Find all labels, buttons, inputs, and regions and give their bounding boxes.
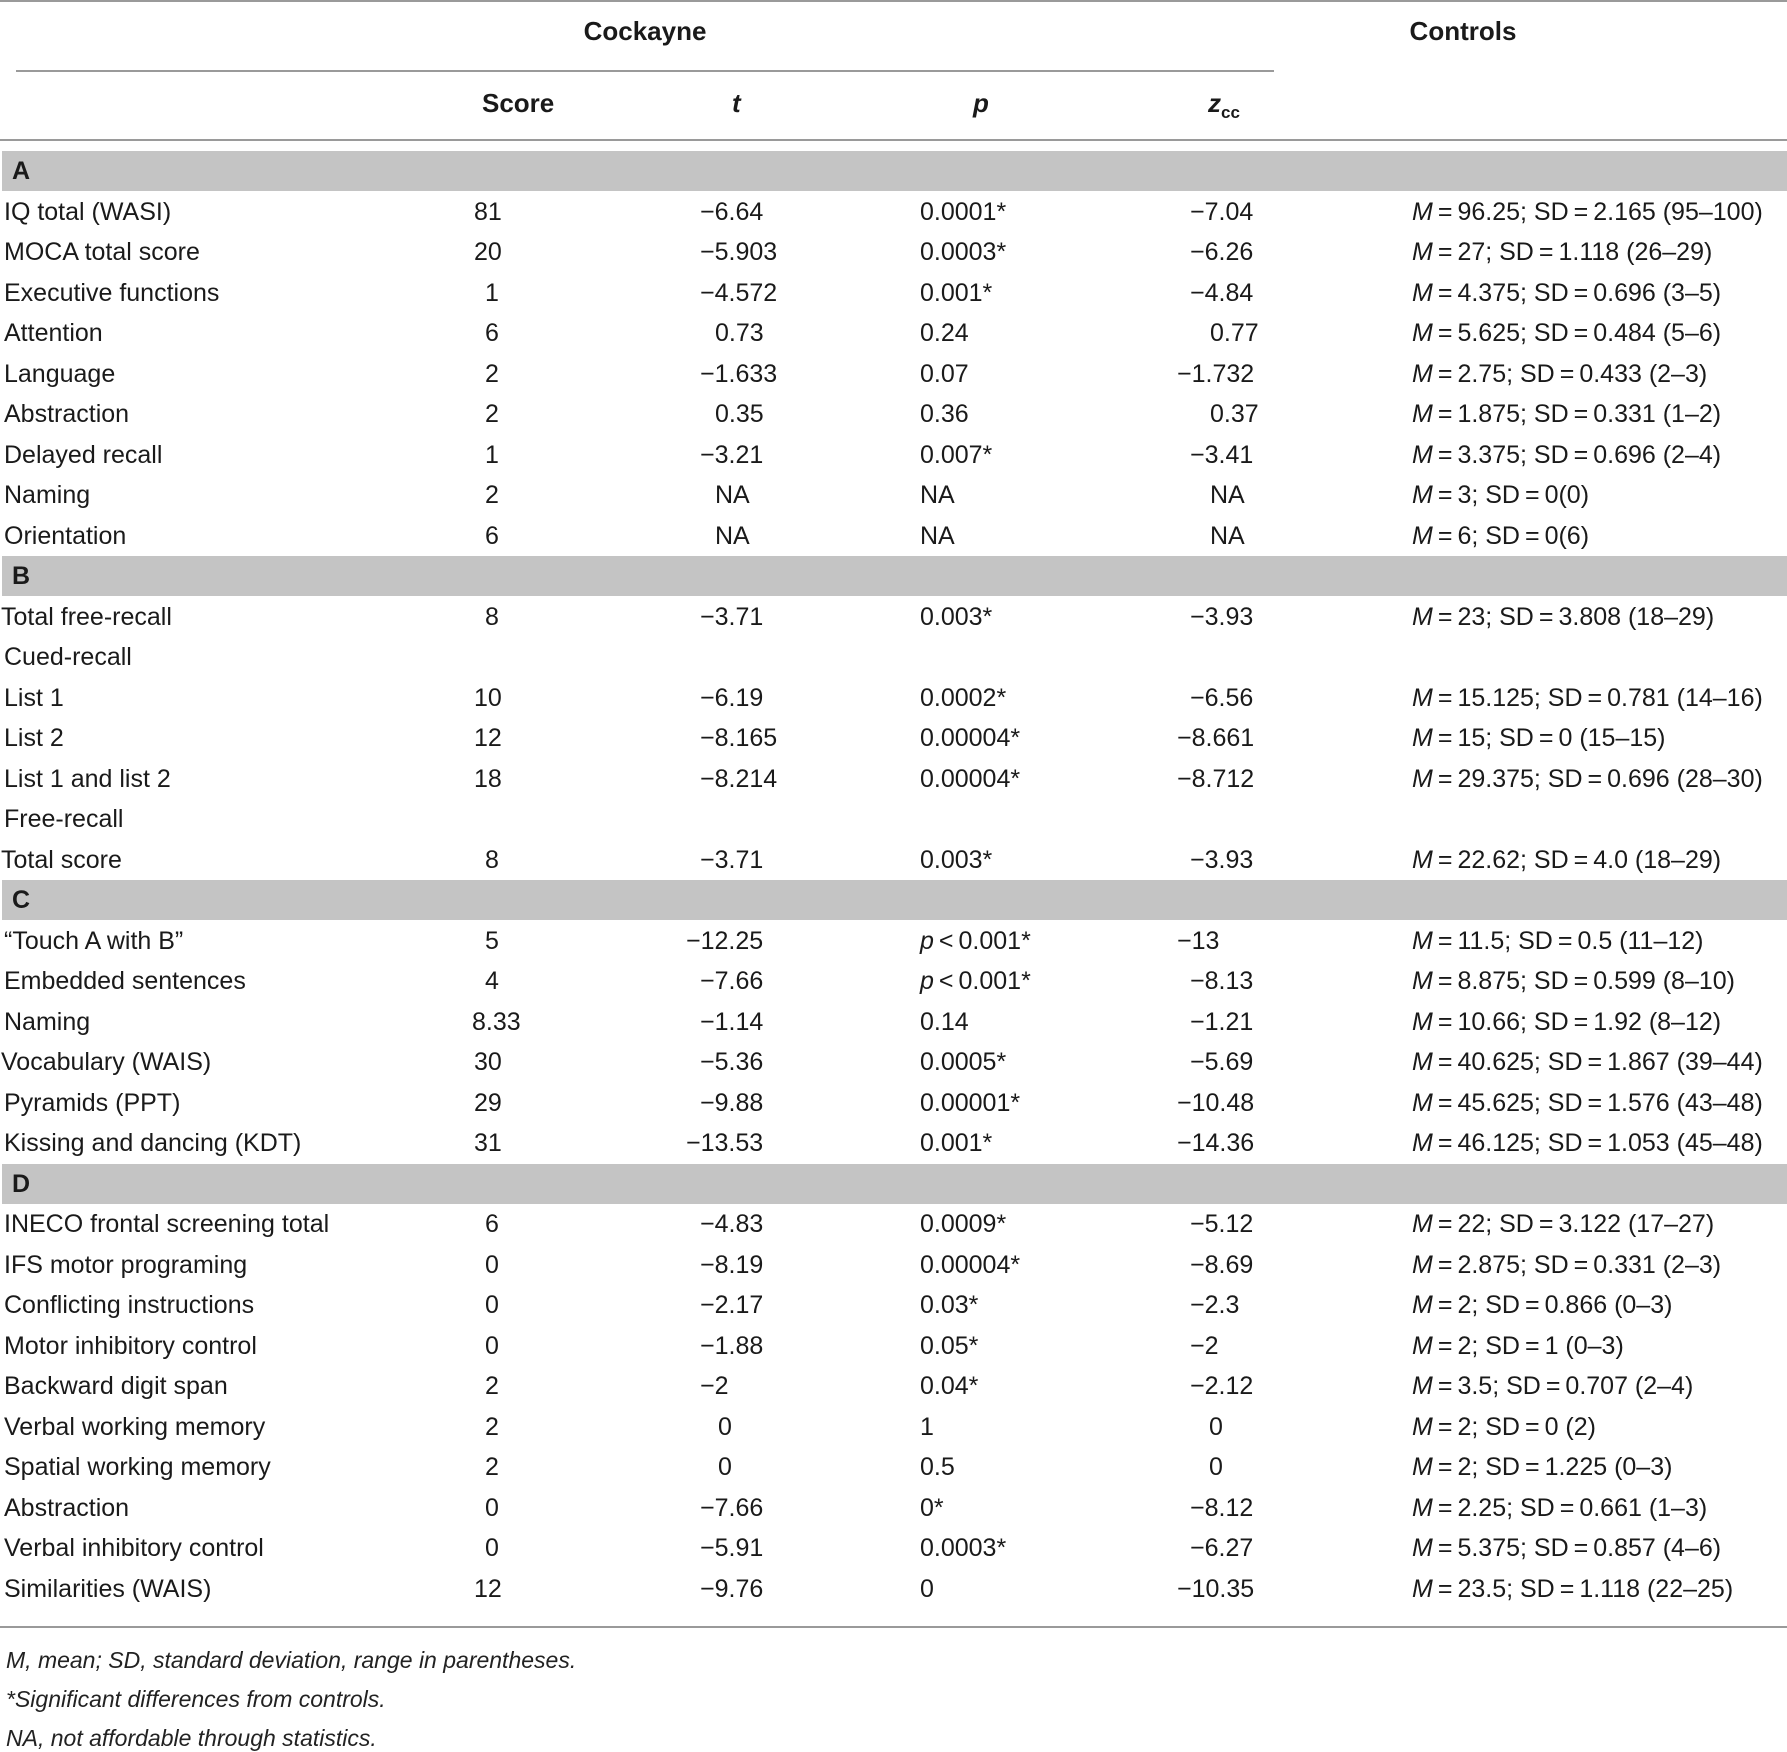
score-cell: 29 (474, 1088, 502, 1117)
row-label: MOCA total score (4, 238, 200, 266)
zcc-cell: −2.12 (1190, 1372, 1254, 1400)
controls-cell: M = 2; SD = 0 (2) (1412, 1412, 1596, 1441)
table-row (0, 718, 1787, 758)
score-cell: 0 (485, 1493, 499, 1522)
score-cell: 0 (485, 1331, 499, 1360)
t-cell: −9.76 (700, 1574, 764, 1603)
row-label: INECO frontal screening total (4, 1210, 330, 1238)
bottom-rule (0, 1626, 1787, 1628)
controls-cell: M = 23; SD = 3.808 (18–29) (1412, 602, 1715, 631)
score-cell: 0 (485, 1250, 499, 1279)
zcc-cell: −3.93 (1190, 845, 1254, 874)
p-cell: 0.00004* (920, 724, 1021, 752)
score-cell: 2 (485, 400, 499, 428)
controls-cell: M = 5.625; SD = 0.484 (5–6) (1412, 319, 1722, 347)
score-cell: 1 (485, 440, 499, 469)
p-cell: 0* (920, 1493, 944, 1522)
row-label: List 1 and list 2 (4, 764, 171, 793)
zcc-cell: −5.12 (1190, 1210, 1254, 1238)
header-bottom-rule (0, 139, 1787, 141)
p-cell: 0.14 (920, 1007, 969, 1036)
t-cell: −7.66 (700, 967, 764, 995)
t-cell: −3.71 (700, 602, 764, 631)
score-cell: 0 (485, 1534, 499, 1562)
group-heading-cockayne: Cockayne (583, 16, 707, 46)
table-row (0, 1407, 1787, 1447)
table-row (0, 435, 1787, 475)
p-cell: 0.04* (920, 1372, 979, 1400)
score-cell: 2 (485, 1453, 499, 1481)
p-cell: 0.03* (920, 1291, 979, 1319)
controls-cell: M = 4.375; SD = 0.696 (3–5) (1412, 278, 1722, 307)
table-row (0, 678, 1787, 718)
t-cell: −6.64 (700, 197, 764, 226)
z-symbol: z (1208, 88, 1221, 118)
row-label: Executive functions (4, 278, 220, 307)
t-cell: −3.71 (700, 845, 764, 874)
row-label: Pyramids (PPT) (4, 1088, 181, 1117)
controls-cell: M = 2; SD = 0.866 (0–3) (1412, 1291, 1673, 1319)
score-cell: 8 (485, 845, 499, 874)
row-label: Conflicting instructions (4, 1291, 255, 1319)
p-cell: 0.0002* (920, 683, 1007, 712)
t-cell: −1.633 (700, 359, 778, 388)
zcc-cell: −7.04 (1190, 197, 1254, 226)
section-header-d (2, 1164, 1787, 1204)
row-label: Language (4, 359, 116, 388)
p-cell: 0.00001* (920, 1088, 1021, 1117)
p-cell: 0.007* (920, 440, 993, 469)
zcc-cell: −6.26 (1190, 238, 1254, 266)
score-cell: 12 (474, 1574, 502, 1603)
zcc-cell: NA (1210, 521, 1245, 550)
row-label: Spatial working memory (4, 1453, 271, 1481)
zcc-cell: −14.36 (1177, 1129, 1255, 1157)
t-cell: −6.19 (700, 683, 764, 712)
zcc-cell: 0.37 (1210, 400, 1259, 428)
t-cell: −3.21 (700, 440, 764, 469)
p-cell: 0.24 (920, 319, 969, 347)
score-cell: 20 (474, 238, 502, 266)
p-cell: 0.001* (920, 1129, 993, 1157)
score-cell: 6 (485, 521, 499, 550)
controls-cell: M = 3; SD = 0(0) (1412, 481, 1590, 509)
controls-cell: M = 96.25; SD = 2.165 (95–100) (1412, 197, 1763, 226)
column-heading-z-cc (1208, 88, 1240, 123)
score-cell: 4 (485, 967, 499, 995)
score-cell: 8.33 (472, 1007, 521, 1036)
section-header-b (2, 556, 1787, 596)
table-row (0, 354, 1787, 394)
footnote-abbreviations: M, mean; SD, standard deviation, range in parentheses. (6, 1647, 577, 1673)
zcc-cell: −6.56 (1190, 683, 1254, 712)
controls-cell: M = 2.75; SD = 0.433 (2–3) (1412, 359, 1708, 388)
column-heading-t: t (732, 88, 741, 118)
p-cell: 0.5 (920, 1453, 955, 1481)
controls-cell: M = 15; SD = 0 (15–15) (1412, 724, 1666, 752)
row-label: Abstraction (4, 1493, 130, 1522)
row-label: Verbal inhibitory control (4, 1534, 264, 1562)
row-label: Attention (4, 319, 103, 347)
zcc-cell: −2 (1190, 1331, 1219, 1360)
p-cell: 0.05* (920, 1331, 979, 1360)
t-cell: −9.88 (700, 1088, 764, 1117)
row-label: Embedded sentences (4, 967, 246, 995)
zcc-cell: −8.712 (1177, 764, 1255, 793)
section-letter: A (12, 157, 31, 185)
table-row (0, 961, 1787, 1001)
controls-cell: M = 10.66; SD = 1.92 (8–12) (1412, 1007, 1722, 1036)
row-label: Total score (1, 845, 122, 874)
zcc-cell: −5.69 (1190, 1048, 1254, 1076)
t-cell: −7.66 (700, 1493, 764, 1522)
controls-cell: M = 3.375; SD = 0.696 (2–4) (1412, 440, 1722, 469)
controls-cell: M = 2.875; SD = 0.331 (2–3) (1412, 1250, 1722, 1279)
row-label: Vocabulary (WAIS) (1, 1048, 212, 1076)
row-label: Motor inhibitory control (4, 1331, 257, 1360)
row-label: List 1 (4, 683, 64, 712)
section-letter: D (12, 1169, 31, 1198)
footnote-significance: *Significant differences from controls. (6, 1686, 386, 1712)
table-row (0, 1528, 1787, 1568)
t-cell: 0 (718, 1412, 732, 1441)
controls-cell: M = 22; SD = 3.122 (17–27) (1412, 1210, 1715, 1238)
zcc-cell: −4.84 (1190, 278, 1254, 307)
group-heading-controls: Controls (1409, 16, 1517, 46)
t-cell: −1.88 (700, 1331, 764, 1360)
controls-cell: M = 29.375; SD = 0.696 (28–30) (1412, 764, 1763, 793)
score-cell: 2 (485, 1372, 499, 1400)
row-label: Backward digit span (4, 1372, 228, 1400)
controls-cell: M = 40.625; SD = 1.867 (39–44) (1412, 1048, 1763, 1076)
p-cell: 0.00004* (920, 1250, 1021, 1279)
row-label: Total free-recall (1, 602, 172, 631)
table-row (0, 192, 1787, 232)
p-cell: 0.003* (920, 845, 993, 874)
section-letter: B (12, 562, 31, 590)
t-cell: −8.19 (700, 1250, 764, 1279)
t-cell: −5.903 (700, 238, 778, 266)
column-heading-p: p (973, 88, 989, 118)
controls-cell: M = 6; SD = 0(6) (1412, 521, 1590, 550)
p-cell: 0.07 (920, 359, 969, 388)
t-cell: 0 (718, 1453, 732, 1481)
controls-cell: M = 15.125; SD = 0.781 (14–16) (1412, 683, 1763, 712)
section-header-a (2, 151, 1787, 191)
t-cell: NA (715, 481, 750, 509)
p-cell: p < 0.001* (920, 967, 1031, 995)
t-cell: −12.25 (686, 926, 764, 955)
score-cell: 31 (474, 1129, 502, 1157)
t-cell: 0.35 (715, 400, 764, 428)
t-cell: −4.572 (700, 278, 778, 307)
row-label: Verbal working memory (4, 1412, 266, 1441)
table-row (0, 1245, 1787, 1285)
score-cell: 5 (485, 926, 499, 955)
row-label: Delayed recall (4, 440, 163, 469)
table-row (0, 516, 1787, 556)
column-heading-score: Score (482, 88, 555, 118)
zcc-cell: −10.48 (1177, 1088, 1255, 1117)
t-cell: −4.83 (700, 1210, 764, 1238)
zcc-cell: 0 (1209, 1453, 1223, 1481)
table-row (0, 1002, 1787, 1042)
table-row (0, 394, 1787, 434)
controls-cell: M = 2.25; SD = 0.661 (1–3) (1412, 1493, 1708, 1522)
t-cell: 0.73 (715, 319, 764, 347)
p-cell: NA (920, 521, 955, 550)
cockayne-span-rule (16, 70, 1274, 72)
p-cell: 1 (920, 1412, 934, 1441)
row-label: IQ total (WASI) (4, 197, 172, 226)
controls-cell: M = 3.5; SD = 0.707 (2–4) (1412, 1372, 1694, 1400)
zcc-cell: 0 (1209, 1412, 1223, 1441)
controls-cell: M = 5.375; SD = 0.857 (4–6) (1412, 1534, 1722, 1562)
controls-cell: M = 23.5; SD = 1.118 (22–25) (1412, 1574, 1734, 1603)
table-row (0, 1366, 1787, 1406)
t-cell: NA (715, 521, 750, 550)
controls-cell: M = 2; SD = 1 (0–3) (1412, 1331, 1624, 1360)
t-cell: −13.53 (686, 1129, 764, 1157)
zcc-cell: −8.12 (1190, 1493, 1254, 1522)
t-cell: −2 (700, 1372, 729, 1400)
row-label: IFS motor programing (4, 1250, 248, 1279)
table-row (0, 1083, 1787, 1123)
zcc-cell: −8.13 (1190, 967, 1254, 995)
table-row (0, 799, 1787, 839)
p-cell: 0.00004* (920, 764, 1021, 793)
table-row (0, 597, 1787, 637)
zcc-cell: −13 (1177, 926, 1220, 955)
p-cell: 0.001* (920, 278, 993, 307)
zcc-cell: NA (1210, 481, 1245, 509)
section-header-c (2, 880, 1787, 920)
z-subscript: cc (1221, 103, 1240, 123)
score-cell: 0 (485, 1291, 499, 1319)
t-cell: −8.165 (700, 724, 778, 752)
controls-cell: M = 11.5; SD = 0.5 (11–12) (1412, 926, 1704, 955)
table-row (0, 1447, 1787, 1487)
score-cell: 2 (485, 359, 499, 388)
p-cell: 0.36 (920, 400, 969, 428)
row-label: Abstraction (4, 400, 130, 428)
row-label: List 2 (4, 724, 64, 752)
table-row (0, 1285, 1787, 1325)
zcc-cell: −3.41 (1190, 440, 1254, 469)
row-label: Naming (4, 1007, 91, 1036)
score-cell: 10 (474, 683, 502, 712)
score-cell: 30 (474, 1048, 502, 1076)
row-label: “Touch A with B” (4, 926, 184, 955)
row-label: Cued-recall (4, 643, 132, 671)
score-cell: 6 (485, 319, 499, 347)
zcc-cell: −3.93 (1190, 602, 1254, 631)
row-label: Orientation (4, 521, 127, 550)
zcc-cell: −6.27 (1190, 1534, 1254, 1562)
zcc-cell: −1.732 (1177, 359, 1255, 388)
table-row (0, 1123, 1787, 1163)
row-label: Free-recall (4, 805, 124, 833)
zcc-cell: −8.69 (1190, 1250, 1254, 1279)
table-row (0, 637, 1787, 677)
zcc-cell: −1.21 (1190, 1007, 1254, 1036)
t-cell: −1.14 (700, 1007, 764, 1036)
controls-cell: M = 8.875; SD = 0.599 (8–10) (1412, 967, 1736, 995)
p-cell: 0.0003* (920, 1534, 1007, 1562)
section-letter: C (12, 886, 31, 914)
table-row (0, 1569, 1787, 1609)
t-cell: −5.36 (700, 1048, 764, 1076)
table-row (0, 313, 1787, 353)
controls-cell: M = 1.875; SD = 0.331 (1–2) (1412, 400, 1722, 428)
score-cell: 1 (485, 278, 499, 307)
zcc-cell: 0.77 (1210, 319, 1259, 347)
controls-cell: M = 2; SD = 1.225 (0–3) (1412, 1453, 1673, 1481)
p-cell: 0.0009* (920, 1210, 1007, 1238)
score-cell: 2 (485, 481, 499, 509)
table-row (0, 1204, 1787, 1244)
t-cell: −5.91 (700, 1534, 764, 1562)
t-cell: −2.17 (700, 1291, 764, 1319)
zcc-cell: −8.661 (1177, 724, 1255, 752)
score-cell: 81 (474, 197, 502, 226)
p-cell: 0.0001* (920, 197, 1007, 226)
controls-cell: M = 22.62; SD = 4.0 (18–29) (1412, 845, 1722, 874)
p-cell: 0 (920, 1574, 934, 1603)
controls-cell: M = 46.125; SD = 1.053 (45–48) (1412, 1129, 1763, 1157)
table-row (0, 759, 1787, 799)
zcc-cell: −10.35 (1177, 1574, 1255, 1603)
footnote-na: NA, not affordable through statistics. (6, 1725, 377, 1751)
p-cell: NA (920, 481, 955, 509)
table-row (0, 840, 1787, 880)
row-label: Kissing and dancing (KDT) (4, 1129, 302, 1157)
p-cell: 0.003* (920, 602, 993, 631)
t-cell: −8.214 (700, 764, 778, 793)
p-cell: 0.0005* (920, 1048, 1007, 1076)
top-rule (0, 0, 1787, 2)
score-cell: 12 (474, 724, 502, 752)
controls-cell: M = 45.625; SD = 1.576 (43–48) (1412, 1088, 1763, 1117)
table-row (0, 921, 1787, 961)
score-cell: 6 (485, 1210, 499, 1238)
controls-cell: M = 27; SD = 1.118 (26–29) (1412, 238, 1713, 266)
table-row (0, 1326, 1787, 1366)
table-row (0, 273, 1787, 313)
table-row (0, 475, 1787, 515)
table-row (0, 232, 1787, 272)
p-cell: 0.0003* (920, 238, 1007, 266)
zcc-cell: −2.3 (1190, 1291, 1240, 1319)
score-cell: 2 (485, 1412, 499, 1441)
score-cell: 8 (485, 602, 499, 631)
row-label: Similarities (WAIS) (4, 1574, 212, 1603)
table-row (0, 1488, 1787, 1528)
p-cell: p < 0.001* (920, 926, 1031, 955)
score-cell: 18 (474, 764, 502, 793)
row-label: Naming (4, 481, 91, 509)
table-row (0, 1042, 1787, 1082)
